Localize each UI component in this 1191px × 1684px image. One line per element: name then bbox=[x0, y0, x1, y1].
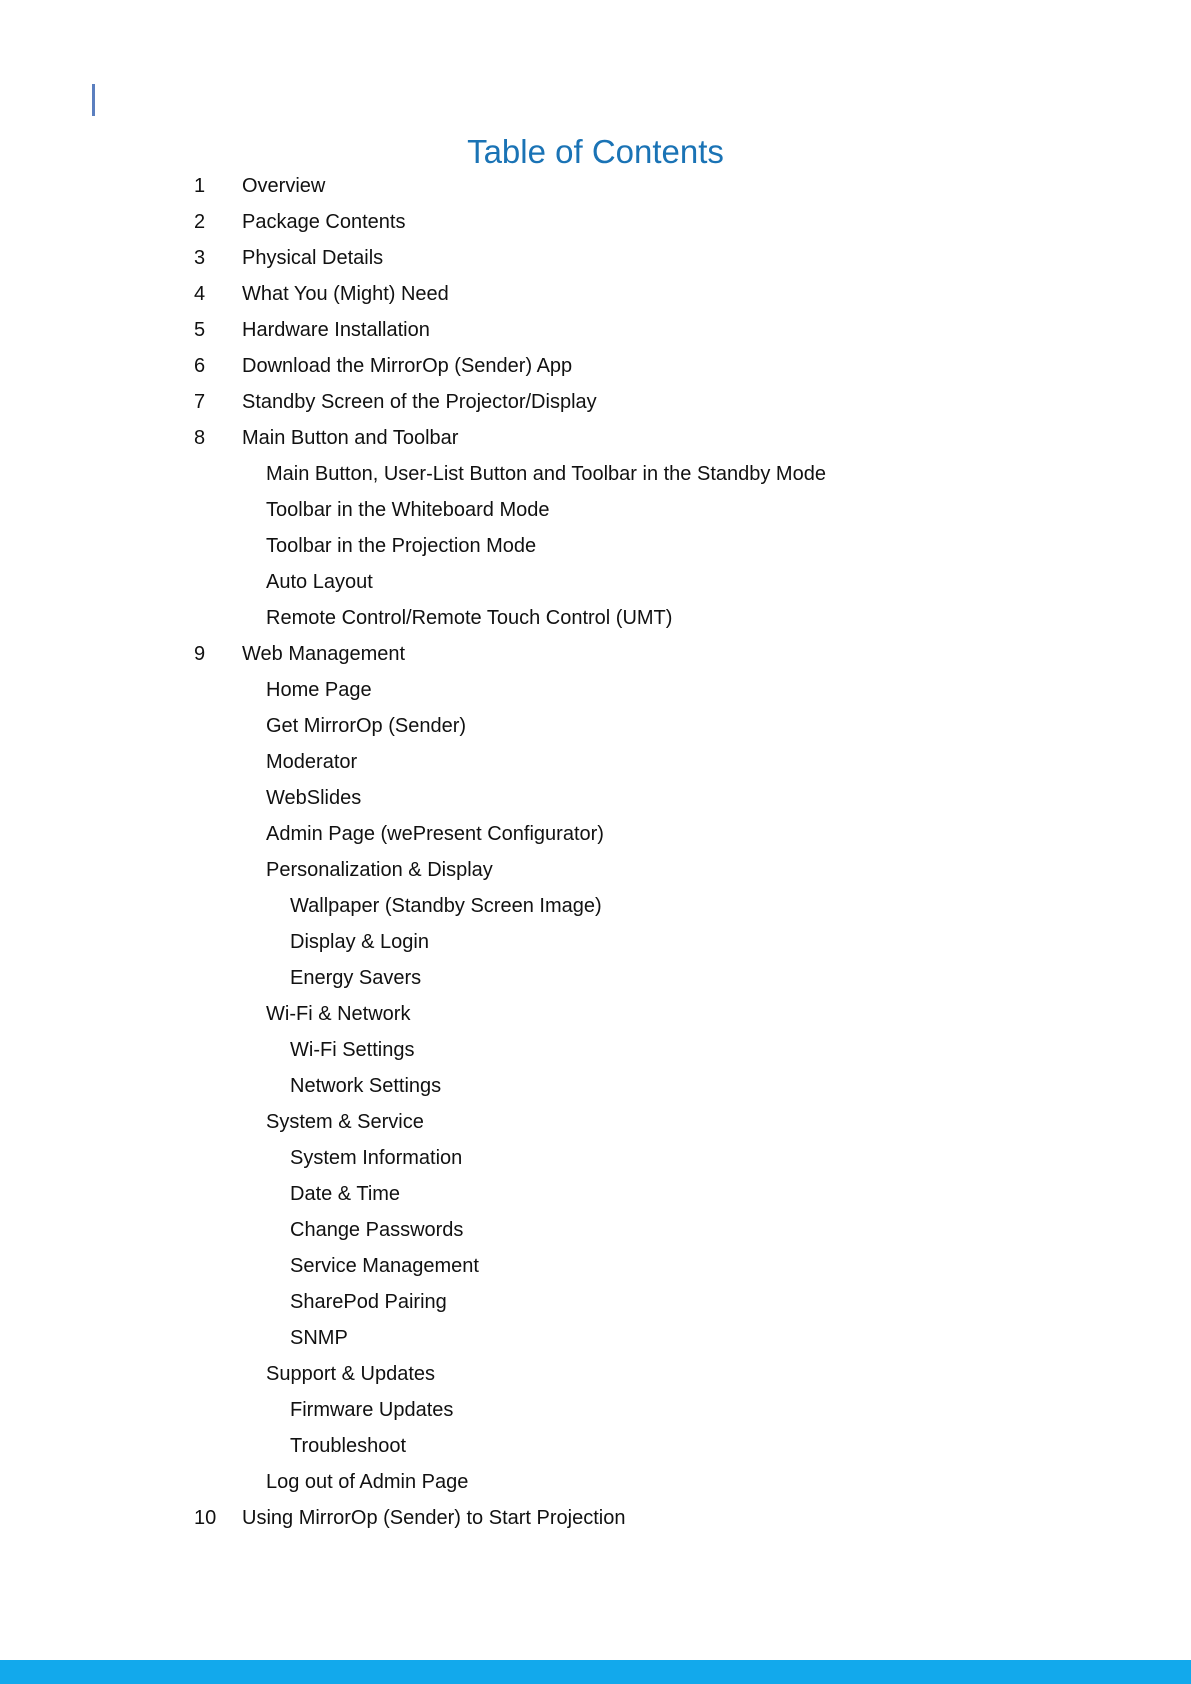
toc-entry-text[interactable]: Wallpaper (Standby Screen Image) bbox=[290, 895, 602, 917]
toc-entry-text[interactable]: Physical Details bbox=[242, 247, 384, 269]
toc-entry-number: 2 bbox=[194, 211, 206, 233]
toc-entry-text[interactable]: Download the MirrorOp (Sender) App bbox=[242, 355, 573, 377]
toc-entry-text[interactable]: Home Page bbox=[266, 679, 372, 701]
toc-entry-text[interactable]: Change Passwords bbox=[290, 1219, 464, 1241]
toc-entry-text[interactable]: Web Management bbox=[242, 643, 406, 665]
toc-entry-text[interactable]: Service Management bbox=[290, 1255, 479, 1277]
toc-entry-text[interactable]: WebSlides bbox=[266, 787, 362, 809]
toc-entry[interactable] bbox=[0, 600, 1191, 636]
page-title: Table of Contents bbox=[467, 133, 724, 170]
toc-entry-text[interactable]: Troubleshoot bbox=[290, 1435, 406, 1457]
toc-entry[interactable] bbox=[0, 420, 1191, 456]
toc-entry[interactable] bbox=[0, 1248, 1191, 1284]
toc-entry-number: 8 bbox=[194, 427, 206, 449]
toc-entry-text[interactable]: Support & Updates bbox=[266, 1363, 435, 1385]
toc-entry[interactable] bbox=[0, 1428, 1191, 1464]
toc-entry[interactable] bbox=[0, 1464, 1191, 1500]
toc-entry[interactable] bbox=[0, 1320, 1191, 1356]
toc-entry-text[interactable]: Personalization & Display bbox=[266, 859, 493, 881]
toc-entry[interactable] bbox=[0, 636, 1191, 672]
toc-entry-text[interactable]: Wi-Fi Settings bbox=[290, 1039, 415, 1061]
toc-entry-text[interactable]: System Information bbox=[290, 1147, 463, 1169]
toc-entry-number: 9 bbox=[194, 643, 206, 665]
toc-entry[interactable] bbox=[0, 384, 1191, 420]
toc-entry[interactable] bbox=[0, 528, 1191, 564]
toc-entry-text[interactable]: Main Button, User-List Button and Toolbar in the Standby Mode bbox=[266, 463, 826, 485]
toc-entry-text[interactable]: Hardware Installation bbox=[242, 319, 430, 341]
toc-entry[interactable] bbox=[0, 276, 1191, 312]
footer-bar bbox=[0, 1660, 1191, 1684]
toc-entry[interactable] bbox=[0, 996, 1191, 1032]
toc-entry[interactable] bbox=[0, 348, 1191, 384]
toc-entry-text[interactable]: Display & Login bbox=[290, 931, 429, 953]
toc-entry-text[interactable]: Firmware Updates bbox=[290, 1399, 454, 1421]
toc-entry[interactable] bbox=[0, 1176, 1191, 1212]
toc-entry-text[interactable]: Energy Savers bbox=[290, 967, 422, 989]
margin-change-bar bbox=[92, 84, 95, 116]
toc-entry-text[interactable]: Get MirrorOp (Sender) bbox=[266, 715, 467, 737]
toc-entry[interactable] bbox=[0, 168, 1191, 204]
toc-entry[interactable] bbox=[0, 780, 1191, 816]
toc-entry-text[interactable]: SNMP bbox=[290, 1327, 348, 1349]
toc-entry[interactable] bbox=[0, 240, 1191, 276]
toc-entry-text[interactable]: Main Button and Toolbar bbox=[242, 427, 459, 449]
toc-entry-text[interactable]: Wi-Fi & Network bbox=[266, 1003, 411, 1025]
toc-entry-text[interactable]: What You (Might) Need bbox=[242, 283, 449, 305]
toc-entry[interactable] bbox=[0, 708, 1191, 744]
toc-entry[interactable] bbox=[0, 1284, 1191, 1320]
toc-entry[interactable] bbox=[0, 816, 1191, 852]
toc-entry-text[interactable]: Moderator bbox=[266, 751, 358, 773]
toc-entry[interactable] bbox=[0, 852, 1191, 888]
table-of-contents bbox=[0, 168, 1191, 1536]
toc-entry-number: 3 bbox=[194, 247, 206, 269]
toc-entry[interactable] bbox=[0, 744, 1191, 780]
toc-entry-text[interactable]: Remote Control/Remote Touch Control (UMT) bbox=[266, 607, 673, 629]
toc-entry[interactable] bbox=[0, 1356, 1191, 1392]
toc-entry[interactable] bbox=[0, 888, 1191, 924]
toc-entry[interactable] bbox=[0, 492, 1191, 528]
toc-entry-text[interactable]: Auto Layout bbox=[266, 571, 373, 593]
toc-entry[interactable] bbox=[0, 1392, 1191, 1428]
toc-entry-text[interactable]: Using MirrorOp (Sender) to Start Projection bbox=[242, 1507, 626, 1529]
toc-entry[interactable] bbox=[0, 1032, 1191, 1068]
toc-entry[interactable] bbox=[0, 204, 1191, 240]
toc-entry[interactable] bbox=[0, 924, 1191, 960]
toc-entry-text[interactable]: Standby Screen of the Projector/Display bbox=[242, 391, 597, 413]
toc-entry[interactable] bbox=[0, 960, 1191, 996]
toc-entry-number: 1 bbox=[194, 175, 206, 197]
toc-entry-text[interactable]: System & Service bbox=[266, 1111, 424, 1133]
toc-entry[interactable] bbox=[0, 564, 1191, 600]
toc-entry-text[interactable]: Log out of Admin Page bbox=[266, 1471, 469, 1493]
toc-entry-number: 4 bbox=[194, 283, 206, 305]
toc-entry-text[interactable]: Network Settings bbox=[290, 1075, 442, 1097]
toc-entry-number: 5 bbox=[194, 319, 206, 341]
toc-entry-text[interactable]: Package Contents bbox=[242, 211, 406, 233]
toc-entry-text[interactable]: Toolbar in the Projection Mode bbox=[266, 535, 537, 557]
toc-entry-number: 7 bbox=[194, 391, 206, 413]
toc-entry[interactable] bbox=[0, 1068, 1191, 1104]
toc-entry[interactable] bbox=[0, 1500, 1191, 1536]
toc-entry-text[interactable]: Overview bbox=[242, 175, 326, 197]
toc-entry-text[interactable]: Toolbar in the Whiteboard Mode bbox=[266, 499, 550, 521]
toc-entry-text[interactable]: SharePod Pairing bbox=[290, 1291, 447, 1313]
toc-entry[interactable] bbox=[0, 1104, 1191, 1140]
toc-entry-number: 6 bbox=[194, 355, 206, 377]
toc-entry[interactable] bbox=[0, 1140, 1191, 1176]
toc-entry[interactable] bbox=[0, 312, 1191, 348]
toc-entry-text[interactable]: Date & Time bbox=[290, 1183, 401, 1205]
toc-entry-text[interactable]: Admin Page (wePresent Configurator) bbox=[266, 823, 604, 845]
toc-entry[interactable] bbox=[0, 1212, 1191, 1248]
toc-entry-number: 10 bbox=[194, 1507, 217, 1529]
toc-entry[interactable] bbox=[0, 672, 1191, 708]
toc-entry[interactable] bbox=[0, 456, 1191, 492]
